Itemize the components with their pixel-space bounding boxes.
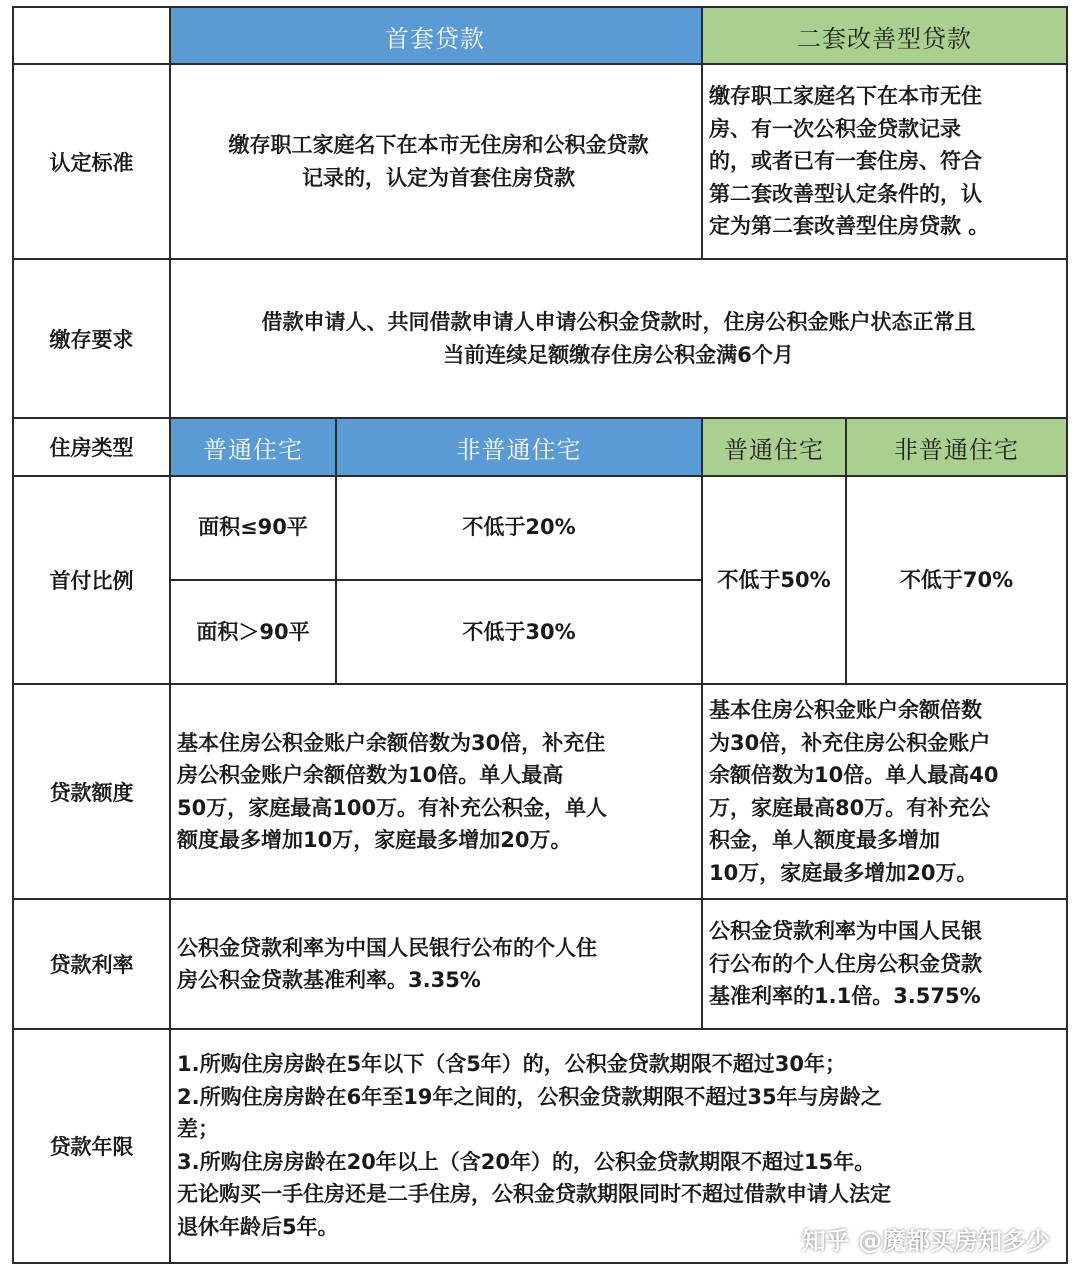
- grid-line: [14, 475, 1066, 477]
- grid-line: [14, 898, 1066, 900]
- grid-line: [845, 418, 847, 684]
- type-second-nonordinary: 非普通住宅: [847, 418, 1066, 476]
- amount-first-line: 基本住房公积金账户余额倍数为30倍，补充住: [177, 730, 606, 755]
- row-label-down-payment: 首付比例: [49, 569, 134, 593]
- amount-second-line: 万，家庭最高80万。有补充公: [709, 795, 991, 820]
- criteria-second-line: 第二套改善型认定条件的，认: [709, 181, 982, 206]
- grid-line: [169, 8, 171, 1262]
- deposit-line: 借款申请人、共同借款申请人申请公积金贷款时，住房公积金账户状态正常且: [261, 310, 976, 334]
- grid-line: [701, 418, 703, 1029]
- grid-line: [701, 8, 703, 258]
- row-label-criteria: 认定标准: [49, 150, 134, 175]
- criteria-first: [176, 64, 701, 259]
- amount-first-line: 房公积金账户余额倍数为10倍。单人最高: [177, 763, 564, 787]
- amount-second-line: 基本住房公积金账户余额倍数: [709, 698, 982, 722]
- term-line: 3.所购住房房龄在20年以上（含20年）的，公积金贷款期限不超过15年。: [177, 1149, 876, 1174]
- row-label-term: 贷款年限: [49, 1134, 134, 1159]
- grid-line: [14, 1028, 1066, 1030]
- amount-first-line: 额度最多增加10万，家庭最多增加20万。: [177, 828, 572, 852]
- type-first-ordinary: 普通住宅: [171, 418, 335, 476]
- watermark: 知乎 @魔都买房知多少: [801, 1227, 1050, 1255]
- amount-second-line: 10万，家庭最多增加20万。: [709, 860, 978, 885]
- amount-first-line: 50万，家庭最高100万。有补充公积金，单人: [177, 795, 608, 820]
- row-label-deposit: 缴存要求: [49, 327, 134, 352]
- second-ordinary-ratio: 不低于50%: [717, 567, 831, 592]
- row-label-amount: 贷款额度: [49, 780, 134, 805]
- criteria-second-line: 房、有一次公积金贷款记录: [709, 116, 961, 141]
- grid-line: [14, 417, 1066, 419]
- grid-line: [14, 63, 1066, 65]
- type-first-nonordinary: 非普通住宅: [337, 418, 701, 476]
- amount-first: [171, 684, 701, 899]
- amount-second-line: 余额倍数为10倍。单人最高40: [709, 763, 999, 787]
- term-line: 1.所购住房房龄在5年以下（含5年）的，公积金贷款期限不超过30年；: [177, 1052, 847, 1076]
- grid-line: [14, 683, 1066, 685]
- rate-second-line: 基准利率的1.1倍。3.575%: [709, 984, 981, 1009]
- ratio-large: 不低于30%: [462, 620, 576, 645]
- ratio-small: 不低于20%: [462, 515, 576, 540]
- criteria-second-line: 的，或者已有一套住房、符合: [709, 149, 982, 174]
- area-small: 面积≤90平: [198, 515, 308, 540]
- deposit-line: 当前连续足额缴存住房公积金满6个月: [443, 342, 794, 367]
- grid-line: [335, 418, 337, 684]
- criteria-second: [703, 64, 1066, 259]
- term-line: 差；: [177, 1117, 219, 1141]
- criteria-second-line: 定为第二套改善型住房贷款 。: [709, 214, 990, 239]
- criteria-first-line: 记录的，认定为首套住房贷款: [302, 165, 575, 190]
- amount-second-line: 为30倍，补充住房公积金账户: [709, 730, 991, 755]
- deposit-requirement: [171, 259, 1066, 418]
- term-line: 2.所购住房房龄在6年至19年之间的，公积金贷款期限不超过35年与房龄之: [177, 1084, 882, 1109]
- rate-second-line: 公积金贷款利率为中国人民银: [709, 919, 982, 944]
- housing-fund-loan-table: [12, 6, 1068, 1264]
- criteria-second-line: 缴存职工家庭名下在本市无住: [709, 84, 982, 109]
- row-label-rate: 贷款利率: [49, 953, 134, 977]
- term-line: 无论购买一手住房还是二手住房，公积金贷款期限同时不超过借款申请人法定: [177, 1182, 891, 1206]
- header-second-loan: 二套改善型贷款: [703, 8, 1066, 64]
- grid-line: [169, 579, 701, 581]
- rate-first-line: 公积金贷款利率为中国人民银行公布的个人住: [177, 935, 597, 960]
- type-second-ordinary: 普通住宅: [703, 418, 845, 476]
- rate-second-line: 行公布的个人住房公积金贷款: [709, 951, 982, 976]
- rate-first-line: 房公积金贷款基准利率。3.35%: [177, 968, 481, 992]
- row-label-housing-type: 住房类型: [49, 436, 134, 460]
- amount-second: [703, 684, 1066, 899]
- term-line: 退休年龄后5年。: [177, 1214, 339, 1239]
- header-first-loan: 首套贷款: [169, 8, 701, 64]
- rate-first: [171, 899, 701, 1029]
- criteria-first-line: 缴存职工家庭名下在本市无住房和公积金贷款: [228, 133, 649, 157]
- rate-second: [703, 899, 1066, 1029]
- area-large: 面积＞90平: [196, 620, 310, 645]
- grid-line: [14, 258, 1066, 260]
- second-nonordinary-ratio: 不低于70%: [899, 567, 1014, 592]
- amount-second-line: 积金，单人额度最多增加: [709, 828, 940, 852]
